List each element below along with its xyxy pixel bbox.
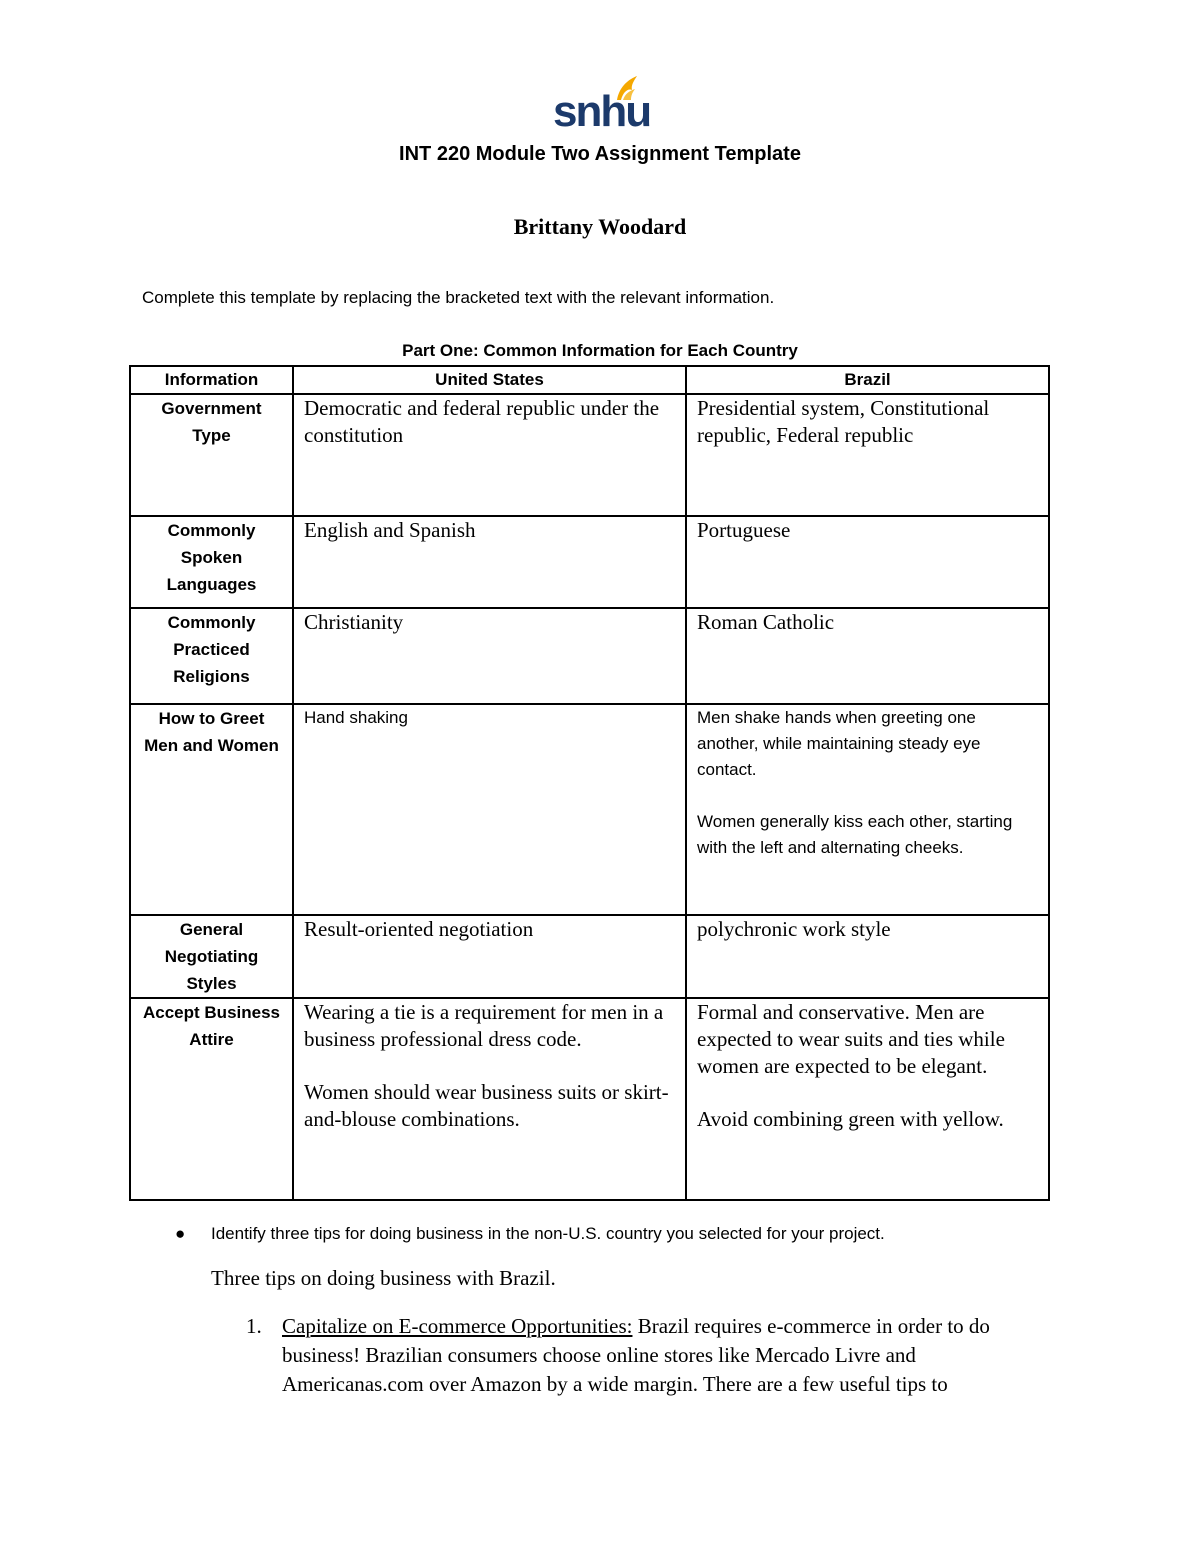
cell-us-languages: English and Spanish bbox=[293, 516, 686, 608]
table-title: Part One: Common Information for Each Country bbox=[402, 341, 798, 360]
list-item bbox=[246, 1312, 1056, 1399]
cell-us-greeting: Hand shaking bbox=[293, 704, 686, 915]
column-header-brazil: Brazil bbox=[686, 366, 1049, 394]
country-info-table bbox=[129, 365, 1050, 1201]
cell-us-government: Democratic and federal republic under the constitution bbox=[293, 394, 686, 516]
snhu-logo bbox=[553, 72, 651, 136]
author-name: Brittany Woodard bbox=[513, 214, 687, 239]
tip-heading: Capitalize on E-commerce Opportunities: bbox=[282, 1314, 633, 1338]
bullet-text: Identify three tips for doing business in the non-U.S. country you selected for your project. bbox=[211, 1224, 885, 1243]
table-header-row bbox=[130, 366, 1049, 394]
cell-us-attire bbox=[293, 998, 686, 1200]
tips-intro: Three tips on doing business with Brazil. bbox=[211, 1266, 556, 1290]
tip-body bbox=[282, 1312, 1056, 1399]
cell-brazil-negotiating: polychronic work style bbox=[686, 915, 1049, 998]
table-row-attire bbox=[130, 998, 1049, 1200]
cell-brazil-greeting bbox=[686, 704, 1049, 915]
column-header-united-states: United States bbox=[293, 366, 686, 394]
row-label-languages: Commonly Spoken Languages bbox=[130, 516, 293, 608]
row-label-religions: Commonly Practiced Religions bbox=[130, 608, 293, 704]
instructions-text: Complete this template by replacing the bracketed text with the relevant information. bbox=[142, 288, 775, 307]
table-row-government bbox=[130, 394, 1049, 516]
cell-brazil-attire bbox=[686, 998, 1049, 1200]
row-label-government: Government Type bbox=[130, 394, 293, 516]
us-attire-men: Wearing a tie is a requirement for men in a business professional dress code. bbox=[304, 1000, 664, 1051]
brazil-greeting-men: Men shake hands when greeting one another, while maintaining steady eye contact. bbox=[697, 708, 981, 779]
cell-us-religions: Christianity bbox=[293, 608, 686, 704]
column-header-information: Information bbox=[130, 366, 293, 394]
cell-us-negotiating: Result-oriented negotiation bbox=[293, 915, 686, 998]
tip-number: 1. bbox=[246, 1314, 262, 1338]
us-attire-women: Women should wear business suits or skirt-and-blouse combinations. bbox=[304, 1080, 669, 1131]
row-label-attire: Accept Business Attire bbox=[130, 998, 293, 1200]
table-row-languages bbox=[130, 516, 1049, 608]
cell-brazil-languages: Portuguese bbox=[686, 516, 1049, 608]
brazil-greeting-women: Women generally kiss each other, starting with the left and alternating cheeks. bbox=[697, 812, 1013, 857]
brazil-attire-formal: Formal and conservative. Men are expected to wear suits and ties while women are expected to be elegant. bbox=[697, 1000, 1005, 1078]
bullet-instruction bbox=[175, 1224, 885, 1244]
row-label-greeting: How to Greet Men and Women bbox=[130, 704, 293, 915]
page-title: INT 220 Module Two Assignment Template bbox=[399, 143, 801, 165]
table-row-religions bbox=[130, 608, 1049, 704]
brazil-attire-colors: Avoid combining green with yellow. bbox=[697, 1107, 1004, 1131]
cell-brazil-government: Presidential system, Constitutional republic, Federal republic bbox=[686, 394, 1049, 516]
logo-text: snhu bbox=[553, 87, 651, 136]
table-row-negotiating bbox=[130, 915, 1049, 998]
cell-brazil-religions: Roman Catholic bbox=[686, 608, 1049, 704]
bullet-icon: ● bbox=[175, 1224, 186, 1243]
table-row-greeting bbox=[130, 704, 1049, 915]
row-label-negotiating: General Negotiating Styles bbox=[130, 915, 293, 998]
tip-text: Brazil requires e-commerce in order to do business! Brazilian consumers choose online stores like Mercado Livre and Americanas.com over Amazon by a wide margin. There are a few useful tips to bbox=[282, 1314, 990, 1396]
